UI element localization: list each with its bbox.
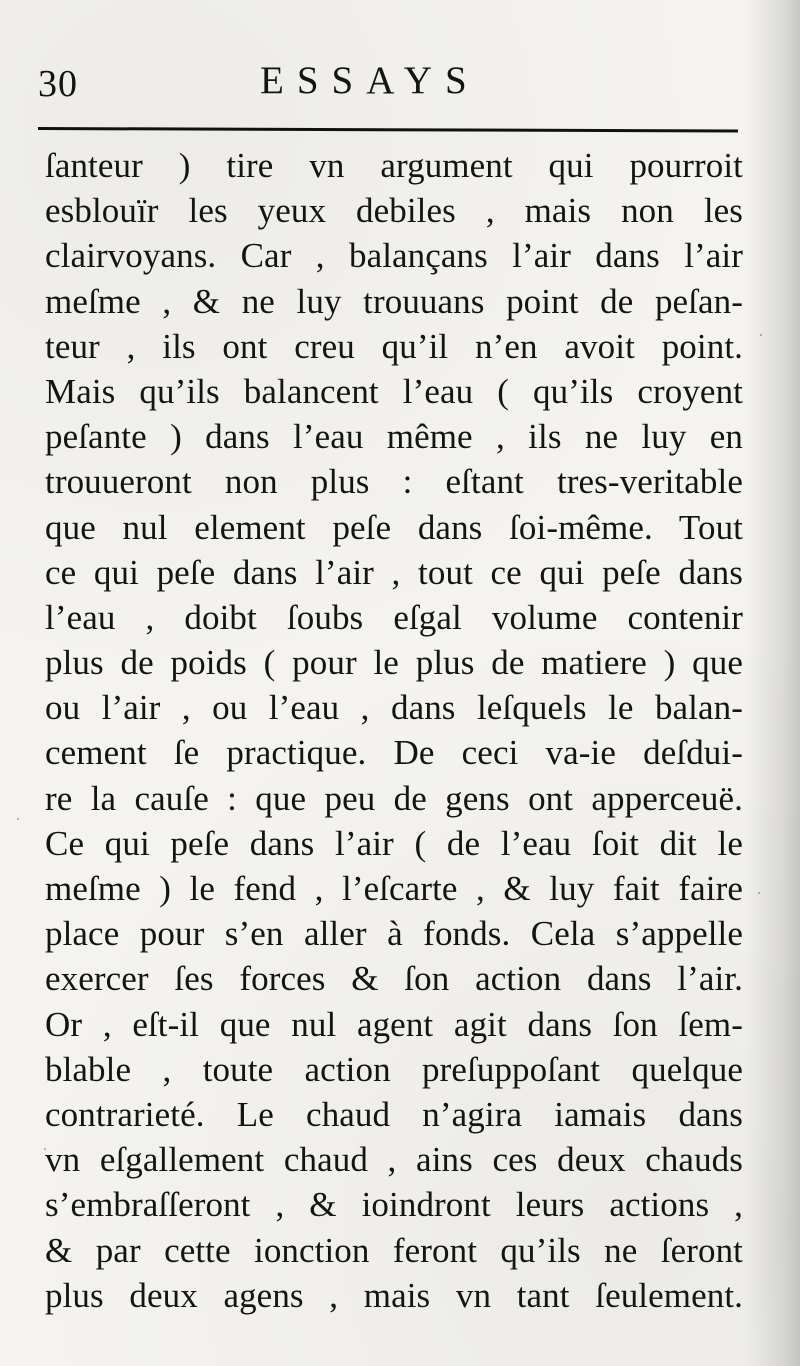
text-line: meſme ) le fend , l’eſcarte , & luy fait faire [45, 869, 743, 908]
text-line: trouueront non plus : eſtant tres-veritable [45, 462, 743, 502]
text-line: Mais qu’ils balancent l’eau ( qu’ils croyent [45, 371, 743, 411]
text-line: Ce qui peſe dans l’air ( de l’eau ſoit dit le [45, 823, 743, 863]
paper-speck [758, 892, 760, 894]
text-line: Or , eſt-il que nul agent agit dans ſon ſem- [45, 1004, 743, 1044]
body-text [45, 143, 743, 1318]
text-line: clairvoyans. Car , balançans l’air dans l’air [45, 236, 743, 276]
text-line: s’embraſſeront , & ioindront leurs actions , [45, 1185, 743, 1225]
text-line: plus de poids ( pour le plus de matiere ) que [45, 643, 743, 683]
text-line: teur , ils ont creu qu’il n’en avoit point. [45, 326, 743, 366]
page-number: 30 [38, 63, 78, 105]
text-line: re la cauſe : que peu de gens ont apperceuë. [45, 778, 743, 818]
paper-speck [760, 334, 762, 336]
text-line: place pour s’en aller à fonds. Cela s’appelle [45, 914, 743, 954]
text-line: que nul element peſe dans ſoi-même. Tout [45, 507, 743, 547]
text-line: ſanteur ) tire vn argument qui pourroit [45, 146, 743, 185]
running-head: ESSAYS [260, 59, 480, 102]
text-line: l’eau , doibt ſoubs eſgal volume contenir [45, 597, 743, 637]
page-edge-shadow [745, 0, 800, 1366]
text-line: meſme , & ne luy trouuans point de peſan- [45, 281, 743, 321]
text-line: esblouïr les yeux debiles , mais non les [45, 191, 743, 231]
text-line: vn eſgallement chaud , ains ces deux chauds [45, 1140, 743, 1180]
text-line: peſante ) dans l’eau même , ils ne luy en [45, 417, 743, 457]
text-line: ou l’air , ou l’eau , dans leſquels le balan- [45, 688, 743, 728]
text-line: & par cette ionction feront qu’ils ne ſeront [45, 1230, 743, 1270]
text-line: blable , toute action preſuppoſant quelque [45, 1049, 743, 1089]
paper-speck [17, 818, 19, 820]
text-line: plus deux agens , mais vn tant ſeulement. [45, 1275, 743, 1315]
paper-speck [114, 210, 116, 212]
page-header [38, 58, 738, 118]
header-rule [38, 127, 738, 132]
text-line: exercer ſes forces & ſon action dans l’air. [45, 959, 743, 999]
text-line: contrarieté. Le chaud n’agira iamais dans [45, 1094, 743, 1134]
text-line: cement ſe practique. De ceci va-ie deſdui- [45, 733, 743, 773]
text-line: ce qui peſe dans l’air , tout ce qui peſe dans [45, 552, 743, 592]
paper-speck [44, 1148, 46, 1150]
